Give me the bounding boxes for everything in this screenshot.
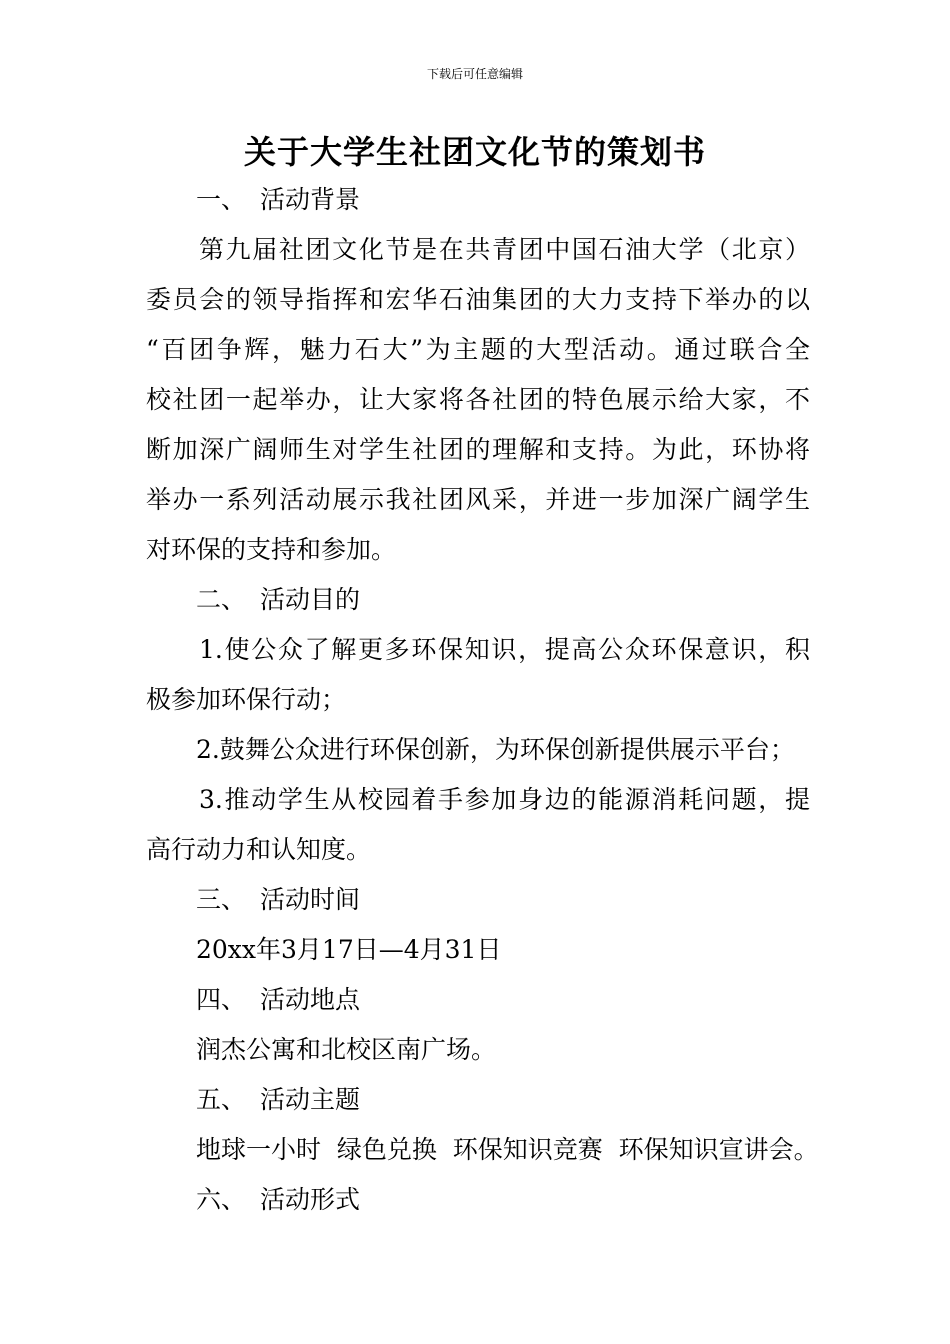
section-number: 五、 [196, 1085, 247, 1114]
paragraph-line: 第九届社团文化节是在共青团中国石油大学（北京） [199, 235, 810, 264]
document-body [146, 175, 819, 1225]
page-header-note: 下载后可任意编辑 [426, 67, 523, 81]
event-theme: 地球一小时 绿色兑换 环保知识竞赛 环保知识宣讲会。 [196, 1135, 819, 1164]
section-title: 活动目的 [260, 585, 361, 614]
paragraph-line: 举办一系列活动展示我社团风采，并进一步加深广阔学生 [146, 485, 810, 514]
paragraph-line: “百团争辉，魅力石大”为主题的大型活动。通过联合全 [146, 335, 810, 364]
section-heading-format [146, 1175, 810, 1225]
goal-item-line: 1.使公众了解更多环保知识，提高公众环保意识，积 [199, 635, 810, 664]
section-number: 二、 [196, 585, 247, 614]
section-title: 活动地点 [260, 985, 361, 1014]
section-number: 一、 [196, 185, 247, 214]
section-title: 活动主题 [260, 1085, 361, 1114]
paragraph-line: 对环保的支持和参加。 [146, 535, 397, 564]
section-number: 六、 [196, 1185, 247, 1214]
paragraph-line: 断加深广阔师生对学生社团的理解和支持。为此，环协将 [146, 435, 810, 464]
event-place: 润杰公寓和北校区南广场。 [196, 1035, 497, 1064]
section-number: 三、 [196, 885, 247, 914]
goal-item-line: 高行动力和认知度。 [146, 835, 372, 864]
paragraph-line: 校社团一起举办，让大家将各社团的特色展示给大家，不 [146, 385, 810, 414]
section-heading-purpose [146, 575, 810, 625]
goal-item-line: 极参加环保行动； [146, 685, 347, 714]
section-heading-time [146, 875, 810, 925]
section-heading-background [146, 175, 810, 225]
event-time: 20xx年3月17日—4月31日 [196, 935, 502, 964]
document-title: 关于大学生社团文化节的策划书 [243, 133, 706, 171]
section-heading-theme [146, 1075, 810, 1125]
section-title: 活动形式 [260, 1185, 361, 1214]
section-number: 四、 [196, 985, 247, 1014]
paragraph-line: 委员会的领导指挥和宏华石油集团的大力支持下举办的以 [146, 285, 810, 314]
section-title: 活动背景 [260, 185, 361, 214]
section-title: 活动时间 [260, 885, 361, 914]
goal-item-line: 2.鼓舞公众进行环保创新，为环保创新提供展示平台； [196, 735, 795, 764]
goal-item-line: 3.推动学生从校园着手参加身边的能源消耗问题，提 [199, 785, 810, 814]
section-heading-place [146, 975, 810, 1025]
